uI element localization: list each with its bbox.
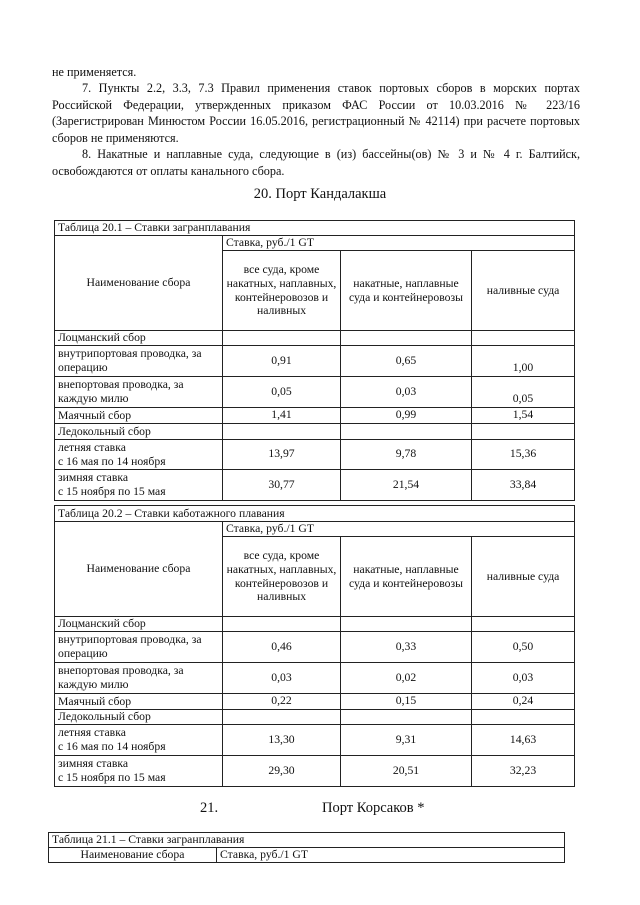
row-label-intraport: внутрипортовая проводка, за операцию <box>55 346 223 377</box>
column-header-roro-container: накатные, наплавные суда и контейнеровозы <box>341 537 472 617</box>
value-cell: 13,30 <box>223 725 341 756</box>
table-header-row <box>55 522 575 537</box>
column-header-rate: Ставка, руб./1 GT <box>217 848 565 863</box>
value-cell: 0,65 <box>341 346 472 377</box>
value-cell: 0,03 <box>341 377 472 408</box>
row-label-lighthouse: Маячный сбор <box>55 694 223 710</box>
row-label-pilotage: Лоцманский сбор <box>55 617 223 632</box>
table-row <box>55 424 575 440</box>
table-row <box>55 470 575 501</box>
value-cell: 9,78 <box>341 440 472 470</box>
value-cell: 0,05 <box>472 377 575 408</box>
section-21-heading: Порт Корсаков * <box>322 800 425 816</box>
column-header-all-vessels: все суда, кроме накатных, наплавных, контейнеровозов и наливных <box>223 537 341 617</box>
table-row <box>55 377 575 408</box>
table-row <box>55 632 575 663</box>
row-label-intraport: внутрипортовая проводка, за операцию <box>55 632 223 663</box>
empty-cell <box>472 424 575 440</box>
column-header-rate: Ставка, руб./1 GT <box>223 236 575 251</box>
value-cell: 0,91 <box>223 346 341 377</box>
table-caption: Таблица 20.2 – Ставки каботажного плавания <box>55 506 575 522</box>
table-row <box>55 663 575 694</box>
summer-rate-period: с 16 мая по 14 ноября <box>58 740 166 753</box>
column-header-tankers: наливные суда <box>472 537 575 617</box>
value-cell: 9,31 <box>341 725 472 756</box>
paragraph-7: 7. Пункты 2.2, 3.3, 7.3 Правил применения ставок портовых сборов в морских портах Российской Федерации, утвержденных приказом ФАС России от 10.03.2016 № 223/16 (Зарегистрирован Минюстом России 16.05.2016, регистрационный № 42114) при расчете портовых сборов не применяются. <box>52 81 580 145</box>
value-cell: 0,50 <box>472 632 575 663</box>
paragraph-8: 8. Накатные и наплавные суда, следующие в (из) бассейны(ов) № 3 и № 4 г. Балтийск, освобождаются от оплаты канального сбора. <box>52 147 580 178</box>
value-cell: 32,23 <box>472 756 575 787</box>
table-caption-row <box>55 506 575 522</box>
table-row <box>55 346 575 377</box>
empty-cell <box>223 710 341 725</box>
row-label-outport: внепортовая проводка, за каждую милю <box>55 377 223 408</box>
column-header-rate: Ставка, руб./1 GT <box>223 522 575 537</box>
row-label-winter <box>55 470 223 501</box>
summer-rate-label: летняя ставка <box>58 726 126 740</box>
value-cell: 0,24 <box>472 694 575 710</box>
row-label-icebreaker: Ледокольный сбор <box>55 710 223 725</box>
value-cell: 20,51 <box>341 756 472 787</box>
value-cell: 1,54 <box>472 408 575 424</box>
row-label-summer <box>55 725 223 756</box>
empty-cell <box>472 331 575 346</box>
value-cell: 33,84 <box>472 470 575 501</box>
row-label-summer <box>55 440 223 470</box>
value-cell: 15,36 <box>472 440 575 470</box>
empty-cell <box>341 424 472 440</box>
table-caption-row <box>49 833 565 848</box>
table-header-row <box>49 848 565 863</box>
table-row <box>55 710 575 725</box>
table-row <box>55 694 575 710</box>
table-21-1 <box>48 832 565 863</box>
row-label-winter <box>55 756 223 787</box>
value-cell: 0,22 <box>223 694 341 710</box>
winter-rate-period: с 15 ноября по 15 мая <box>58 771 166 784</box>
value-cell: 21,54 <box>341 470 472 501</box>
winter-rate-period: с 15 ноября по 15 мая <box>58 485 166 498</box>
table-row <box>55 408 575 424</box>
empty-cell <box>472 710 575 725</box>
column-header-fee-name: Наименование сбора <box>55 236 223 331</box>
row-label-outport: внепортовая проводка, за каждую милю <box>55 663 223 694</box>
row-label-pilotage: Лоцманский сбор <box>55 331 223 346</box>
column-header-fee-name: Наименование сбора <box>55 522 223 617</box>
section-21-number: 21. <box>200 800 219 816</box>
empty-cell <box>341 710 472 725</box>
section-20-heading: 20. Порт Кандалакша <box>253 186 387 202</box>
row-label-lighthouse: Маячный сбор <box>55 408 223 424</box>
table-caption: Таблица 20.1 – Ставки загранплавания <box>55 221 575 236</box>
table-20-2 <box>54 505 575 787</box>
table-header-row <box>55 236 575 251</box>
value-cell: 1,00 <box>472 346 575 377</box>
value-cell: 0,33 <box>341 632 472 663</box>
value-cell: 0,03 <box>223 663 341 694</box>
column-header-all-vessels: все суда, кроме накатных, наплавных, контейнеровозов и наливных <box>223 251 341 331</box>
table-20-1 <box>54 220 575 501</box>
summer-rate-label: летняя ставка <box>58 440 126 454</box>
column-header-tankers: наливные суда <box>472 251 575 331</box>
winter-rate-label: зимняя ставка <box>58 471 129 485</box>
empty-cell <box>341 617 472 632</box>
value-cell: 29,30 <box>223 756 341 787</box>
table-row <box>55 440 575 470</box>
value-cell: 0,05 <box>223 377 341 408</box>
paragraph-continuation: не применяется. <box>52 65 137 79</box>
table-row <box>55 725 575 756</box>
empty-cell <box>223 617 341 632</box>
winter-rate-label: зимняя ставка <box>58 757 129 771</box>
empty-cell <box>223 424 341 440</box>
table-row <box>55 617 575 632</box>
value-cell: 0,03 <box>472 663 575 694</box>
table-row <box>55 331 575 346</box>
value-cell: 1,41 <box>223 408 341 424</box>
value-cell: 0,99 <box>341 408 472 424</box>
column-header-roro-container: накатные, наплавные суда и контейнеровозы <box>341 251 472 331</box>
value-cell: 13,97 <box>223 440 341 470</box>
empty-cell <box>472 617 575 632</box>
summer-rate-period: с 16 мая по 14 ноября <box>58 454 166 468</box>
value-cell: 0,02 <box>341 663 472 694</box>
value-cell: 0,15 <box>341 694 472 710</box>
value-cell: 14,63 <box>472 725 575 756</box>
value-cell: 0,46 <box>223 632 341 663</box>
empty-cell <box>341 331 472 346</box>
column-header-fee-name: Наименование сбора <box>49 848 217 863</box>
table-caption-row <box>55 221 575 236</box>
empty-cell <box>223 331 341 346</box>
table-caption: Таблица 21.1 – Ставки загранплавания <box>49 833 565 848</box>
value-cell: 30,77 <box>223 470 341 501</box>
row-label-icebreaker: Ледокольный сбор <box>55 424 223 440</box>
table-row <box>55 756 575 787</box>
